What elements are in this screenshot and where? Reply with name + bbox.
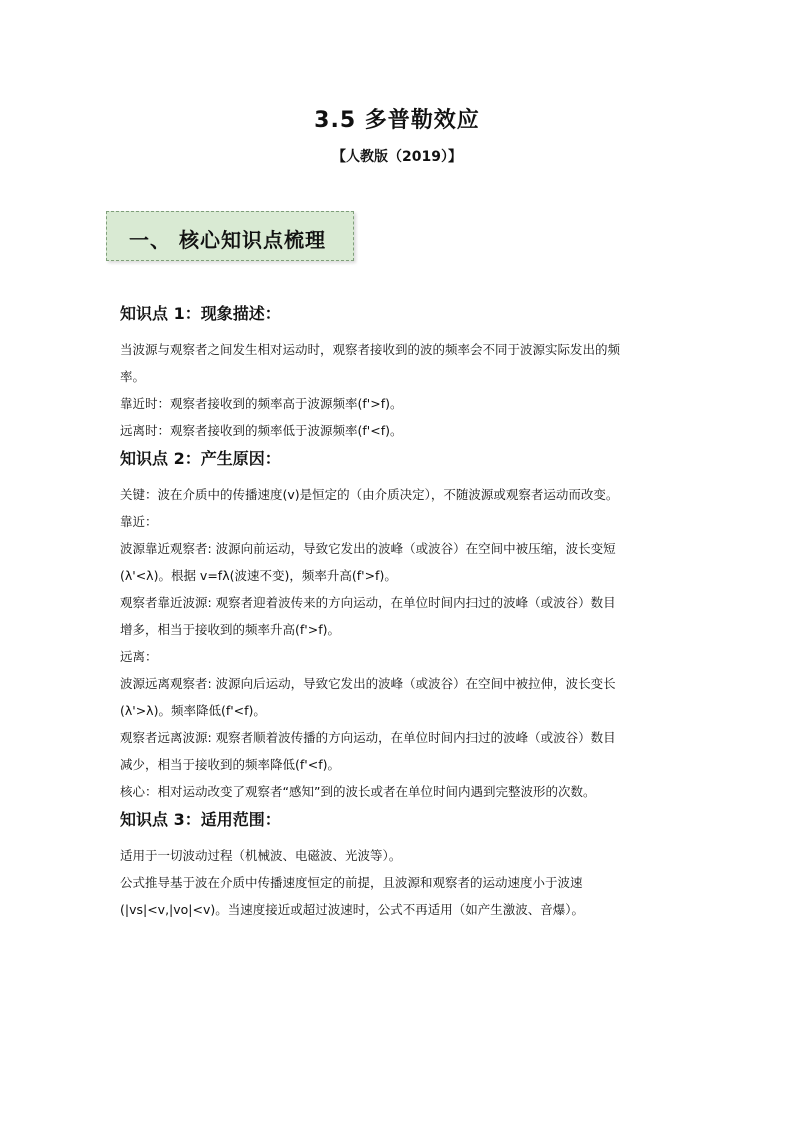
kp2-line-1: 关键：波在介质中的传播速度(v)是恒定的（由介质决定），不随波源或观察者运动而改变。	[120, 487, 619, 502]
kp2-line-4: (λ'<λ)。根据 v=fλ(波速不变)，频率升高(f'>f)。	[120, 568, 397, 583]
kp3-line-1: 适用于一切波动过程（机械波、电磁波、光波等）。	[120, 848, 402, 863]
kp3-line-3: (|vs|<v,|vo|<v)。当速度接近或超过波速时，公式不再适用（如产生激波、音爆）。	[120, 902, 585, 917]
kp2-line-5: 观察者靠近波源: 观察者迎着波传来的方向运动，在单位时间内扫过的波峰（或波谷）数目	[120, 595, 616, 610]
kp2-line-3: 波源靠近观察者: 波源向前运动，导致它发出的波峰（或波谷）在空间中被压缩，波长变短	[120, 541, 616, 556]
kp3-line-2: 公式推导基于波在介质中传播速度恒定的前提，且波源和观察者的运动速度小于波速	[120, 875, 583, 890]
page-title: 3.5 多普勒效应	[314, 108, 480, 133]
kp1-line-1: 当波源与观察者之间发生相对运动时，观察者接收到的波的频率会不同于波源实际发出的频	[120, 342, 621, 357]
section-heading-box	[106, 211, 354, 261]
kp1-line-2: 率。	[120, 369, 146, 384]
kp2-line-10: 观察者远离波源: 观察者顺着波传播的方向运动，在单位时间内扫过的波峰（或波谷）数目	[120, 730, 616, 745]
knowledge-point-2-heading: 知识点 2：产生原因：	[120, 449, 281, 468]
kp2-line-8: 波源远离观察者: 波源向后运动，导致它发出的波峰（或波谷）在空间中被拉伸，波长变长	[120, 676, 616, 691]
kp2-line-6: 增多，相当于接收到的频率升高(f'>f)。	[120, 622, 340, 637]
edition-subtitle: 【人教版（2019）】	[332, 149, 462, 165]
content-body	[120, 301, 680, 923]
kp2-line-7: 远离：	[120, 649, 158, 664]
kp2-line-2: 靠近：	[120, 514, 158, 529]
kp2-line-9: (λ'>λ)。频率降低(f'<f)。	[120, 703, 266, 718]
kp2-line-12: 核心：相对运动改变了观察者“感知”到的波长或者在单位时间内遇到完整波形的次数。	[120, 784, 596, 799]
kp1-line-4: 远离时：观察者接收到的频率低于波源频率(f'<f)。	[120, 423, 403, 438]
kp1-line-3: 靠近时：观察者接收到的频率高于波源频率(f'>f)。	[120, 396, 403, 411]
knowledge-point-3-heading: 知识点 3：适用范围：	[120, 810, 281, 829]
knowledge-point-1-heading: 知识点 1：现象描述：	[120, 304, 281, 323]
kp2-line-11: 减少，相当于接收到的频率降低(f'<f)。	[120, 757, 340, 772]
section-heading: 一、 核心知识点梳理	[129, 228, 326, 252]
